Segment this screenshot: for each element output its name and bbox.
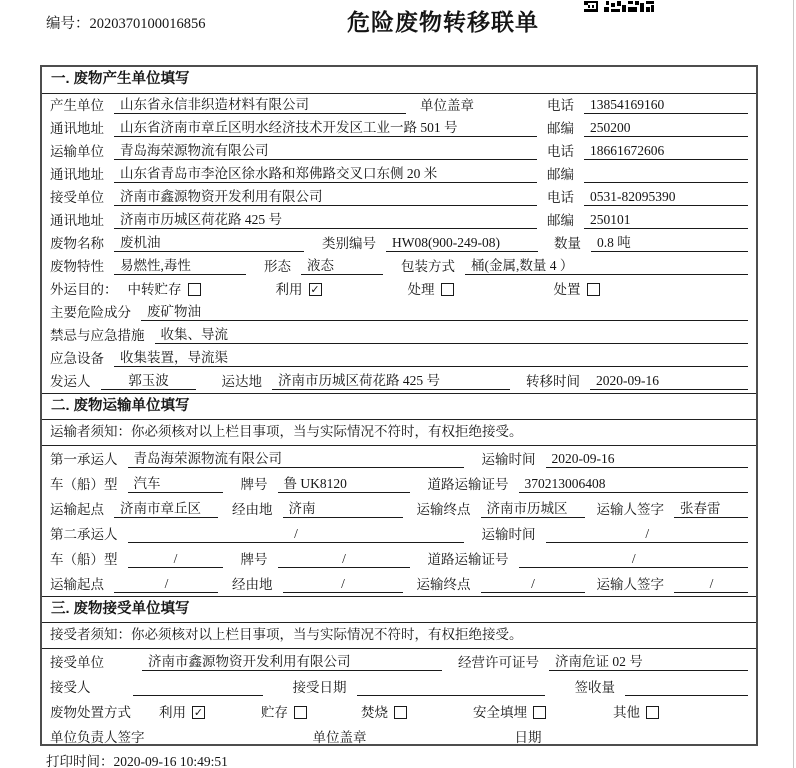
section2-header: 二. 废物运输单位填写 <box>42 393 756 420</box>
form-row <box>42 232 756 255</box>
vehicle-type2-value: / <box>128 550 223 568</box>
producer-unit-value: 山东省永信非织造材料有限公司 <box>114 96 406 114</box>
receiver-notice: 接受者须知：你必须核对以上栏目事项，当与实际情况不符时，有权拒绝接受。 <box>42 623 756 649</box>
road-license1-value: 370213006408 <box>519 475 749 493</box>
plate-number-label: 牌号 <box>240 552 268 567</box>
hazard-component-label: 主要危险成分 <box>50 305 131 320</box>
hazard-component-value: 废矿物油 <box>141 303 748 321</box>
quantity-value: 0.8 吨 <box>591 234 748 252</box>
form-row <box>42 301 756 324</box>
destination-label: 运达地 <box>221 374 262 389</box>
emergency-equipment-label: 应急设备 <box>50 351 104 366</box>
document-number-value: 2020370100016856 <box>89 16 206 32</box>
option-label: 安全填埋 <box>473 705 527 720</box>
chief-signature-label: 单位负责人签字 <box>50 730 145 745</box>
print-time-value: 2020-09-16 10:49:51 <box>113 754 228 768</box>
form-state-value: 液态 <box>301 257 383 275</box>
permit-number-label: 经营许可证号 <box>458 655 539 670</box>
zip-label: 邮编 <box>547 213 574 228</box>
road-license-label: 道路运输证号 <box>427 552 509 567</box>
endpoint-label: 运输终点 <box>416 577 471 592</box>
form-row <box>42 324 756 347</box>
page-title: 危险废物转移联单 <box>347 9 539 35</box>
receiver-address-value: 济南市历城区荷花路 425 号 <box>114 211 537 229</box>
purpose-label: 外运目的： <box>50 282 118 297</box>
destination-value: 济南市历城区荷花路 425 号 <box>272 372 510 390</box>
document-number-label: 编号： <box>46 16 90 32</box>
vehicle-type1-value: 汽车 <box>128 475 223 493</box>
checkbox-disposal-store <box>294 706 307 719</box>
unit-seal-label: 单位盖章 <box>420 98 474 113</box>
transporter-notice: 运输者须知：你必须核对以上栏目事项，当与实际情况不符时，有权拒绝接受。 <box>42 420 756 446</box>
endpoint1-value: 济南市历城区 <box>481 500 585 518</box>
emergency-equipment-value: 收集装置，导流渠 <box>114 349 748 367</box>
option-label: 其他 <box>613 705 640 720</box>
category-code-value: HW08(900-249-08) <box>386 234 538 252</box>
waste-name-value: 废机油 <box>114 234 304 252</box>
form-row <box>42 347 756 370</box>
origin-label: 运输起点 <box>50 577 104 592</box>
waste-trait-value: 易燃性,毒性 <box>114 257 246 275</box>
page-edge-divider <box>793 0 794 768</box>
option-label: 处理 <box>407 282 435 297</box>
form-row <box>42 724 756 746</box>
disposal-option-store <box>261 701 361 721</box>
phone-label: 电话 <box>547 98 574 113</box>
producer-phone-value: 13854169160 <box>584 96 748 114</box>
form-row <box>42 255 756 278</box>
packing-value: 桶(金属,数量 4 ） <box>465 257 748 275</box>
road-license2-value: / <box>519 550 749 568</box>
acceptor-value <box>133 695 263 696</box>
transporter-address-value: 山东省青岛市李沧区徐水路和郑佛路交叉口东侧 20 米 <box>114 165 537 183</box>
qr-code-icon <box>584 0 654 18</box>
via-label: 经由地 <box>232 577 273 592</box>
endpoint-label: 运输终点 <box>416 502 471 517</box>
signed-amount-value <box>625 695 748 696</box>
road-license-label: 道路运输证号 <box>427 477 509 492</box>
disposal-option-incinerate <box>361 701 473 721</box>
transporter-unit-value: 青岛海荣源物流有限公司 <box>114 142 537 160</box>
producer-address-value: 山东省济南市章丘区明水经济技术开发区工业一路 501 号 <box>114 119 537 137</box>
address-label: 通讯地址 <box>50 213 104 228</box>
purpose-option-transfer <box>128 278 276 298</box>
phone-label: 电话 <box>547 190 574 205</box>
form-row <box>42 546 756 571</box>
print-time-label: 打印时间： <box>46 754 114 768</box>
carrier-signature-label: 运输人签字 <box>596 502 664 517</box>
permit-number-value: 济南危证 02 号 <box>549 653 748 671</box>
receiver-unit-label: 接受单位 <box>50 190 104 205</box>
chief-signature-value <box>165 745 283 746</box>
option-label: 处置 <box>553 282 581 297</box>
address-label: 通讯地址 <box>50 167 104 182</box>
acceptor-label: 接受人 <box>50 680 91 695</box>
producer-zip-value: 250200 <box>584 119 748 137</box>
date-label: 日期 <box>514 730 542 745</box>
form-row <box>42 699 756 724</box>
section2-body <box>42 420 756 596</box>
second-carrier-label: 第二承运人 <box>50 527 118 542</box>
accept-date-label: 接受日期 <box>292 680 347 695</box>
form-row <box>42 571 756 596</box>
transporter-phone-value: 18661672606 <box>584 142 748 160</box>
transporter-unit-label: 运输单位 <box>50 144 104 159</box>
plate-number1-value: 鲁 UK8120 <box>278 475 410 493</box>
accepting-unit-value: 济南市鑫源物资开发利用有限公司 <box>142 653 442 671</box>
form-row <box>42 163 756 186</box>
accept-date-value <box>357 695 545 696</box>
transporter-zip-value <box>584 182 748 183</box>
option-label: 贮存 <box>261 705 288 720</box>
checkbox-disposal-incinerate <box>394 706 407 719</box>
via1-value: 济南 <box>283 500 403 518</box>
carrier-signature2-value: / <box>674 575 748 593</box>
form-row <box>42 649 756 674</box>
signed-amount-label: 签收量 <box>574 680 615 695</box>
producer-unit-label: 产生单位 <box>50 98 104 113</box>
print-time <box>46 750 228 768</box>
option-label: 中转贮存 <box>127 282 182 297</box>
category-code-label: 类别编号 <box>322 236 376 251</box>
second-carrier-value: / <box>128 525 464 543</box>
vehicle-type-label: 车（船）型 <box>50 552 118 567</box>
via-label: 经由地 <box>232 502 273 517</box>
form-row <box>42 446 756 471</box>
form-border-box <box>40 65 758 746</box>
checkbox-transfer-storage <box>188 283 201 296</box>
section3-header: 三. 废物接受单位填写 <box>42 596 756 623</box>
checkbox-dispose <box>587 283 600 296</box>
disposal-method-label: 废物处置方式 <box>50 705 131 720</box>
purpose-option-use <box>276 278 408 298</box>
option-label: 利用 <box>159 705 186 720</box>
form-row <box>42 496 756 521</box>
first-carrier-label: 第一承运人 <box>50 452 118 467</box>
form-row <box>42 140 756 163</box>
disposal-option-use <box>159 701 261 721</box>
address-label: 通讯地址 <box>50 121 104 136</box>
via2-value: / <box>283 575 403 593</box>
transfer-time-value: 2020-09-16 <box>590 372 748 390</box>
quantity-label: 数量 <box>554 236 581 251</box>
waste-trait-label: 废物特性 <box>50 259 104 274</box>
origin1-value: 济南市章丘区 <box>114 500 218 518</box>
option-label: 焚烧 <box>361 705 388 720</box>
taboo-measures-value: 收集、导流 <box>155 326 749 344</box>
zip-label: 邮编 <box>547 121 574 136</box>
form-row <box>42 521 756 546</box>
carrier-signature1-value: 张春雷 <box>674 500 748 518</box>
consignor-value: 郭玉波 <box>101 372 196 390</box>
form-row <box>42 117 756 140</box>
section1-header: 一. 废物产生单位填写 <box>42 67 756 94</box>
disposal-option-landfill <box>473 701 613 721</box>
form-row <box>42 674 756 699</box>
taboo-measures-label: 禁忌与应急措施 <box>50 328 145 343</box>
date-value <box>552 745 749 746</box>
receiver-phone-value: 0531-82095390 <box>584 188 748 206</box>
checkbox-disposal-other <box>646 706 659 719</box>
transport-time-label: 运输时间 <box>481 527 536 542</box>
form-row <box>42 370 756 393</box>
waste-name-label: 废物名称 <box>50 236 104 251</box>
form-row <box>42 278 756 301</box>
purpose-option-dispose <box>554 278 600 298</box>
origin-label: 运输起点 <box>50 502 104 517</box>
form-row <box>42 471 756 496</box>
form-row <box>42 94 756 117</box>
checkbox-treat <box>441 283 454 296</box>
option-label: 利用 <box>275 282 303 297</box>
phone-label: 电话 <box>547 144 574 159</box>
checkbox-disposal-landfill <box>533 706 546 719</box>
consignor-label: 发运人 <box>50 374 91 389</box>
zip-label: 邮编 <box>547 167 574 182</box>
packing-label: 包装方式 <box>401 259 455 274</box>
unit-seal-label: 单位盖章 <box>312 730 367 745</box>
carrier-signature-label: 运输人签字 <box>596 577 664 592</box>
form-state-label: 形态 <box>264 259 291 274</box>
plate-number-label: 牌号 <box>240 477 268 492</box>
vehicle-type-label: 车（船）型 <box>50 477 118 492</box>
transport-time2-value: / <box>546 525 749 543</box>
form-row <box>42 209 756 232</box>
disposal-option-other <box>613 701 659 721</box>
receiver-unit-value: 济南市鑫源物资开发利用有限公司 <box>114 188 537 206</box>
receiver-zip-value: 250101 <box>584 211 748 229</box>
form-row <box>42 186 756 209</box>
transport-time1-value: 2020-09-16 <box>546 450 749 468</box>
checkbox-use: ✓ <box>310 282 320 296</box>
purpose-option-treat <box>408 278 554 298</box>
origin2-value: / <box>114 575 218 593</box>
transfer-time-label: 转移时间 <box>526 374 580 389</box>
transport-time-label: 运输时间 <box>481 452 536 467</box>
checkbox-disposal-use: ✓ <box>193 705 204 719</box>
section3-body <box>42 623 756 746</box>
section1-body <box>42 94 756 393</box>
first-carrier-value: 青岛海荣源物流有限公司 <box>128 450 464 468</box>
accepting-unit-label: 接受单位 <box>50 655 104 670</box>
plate-number2-value: / <box>278 550 410 568</box>
endpoint2-value: / <box>481 575 585 593</box>
